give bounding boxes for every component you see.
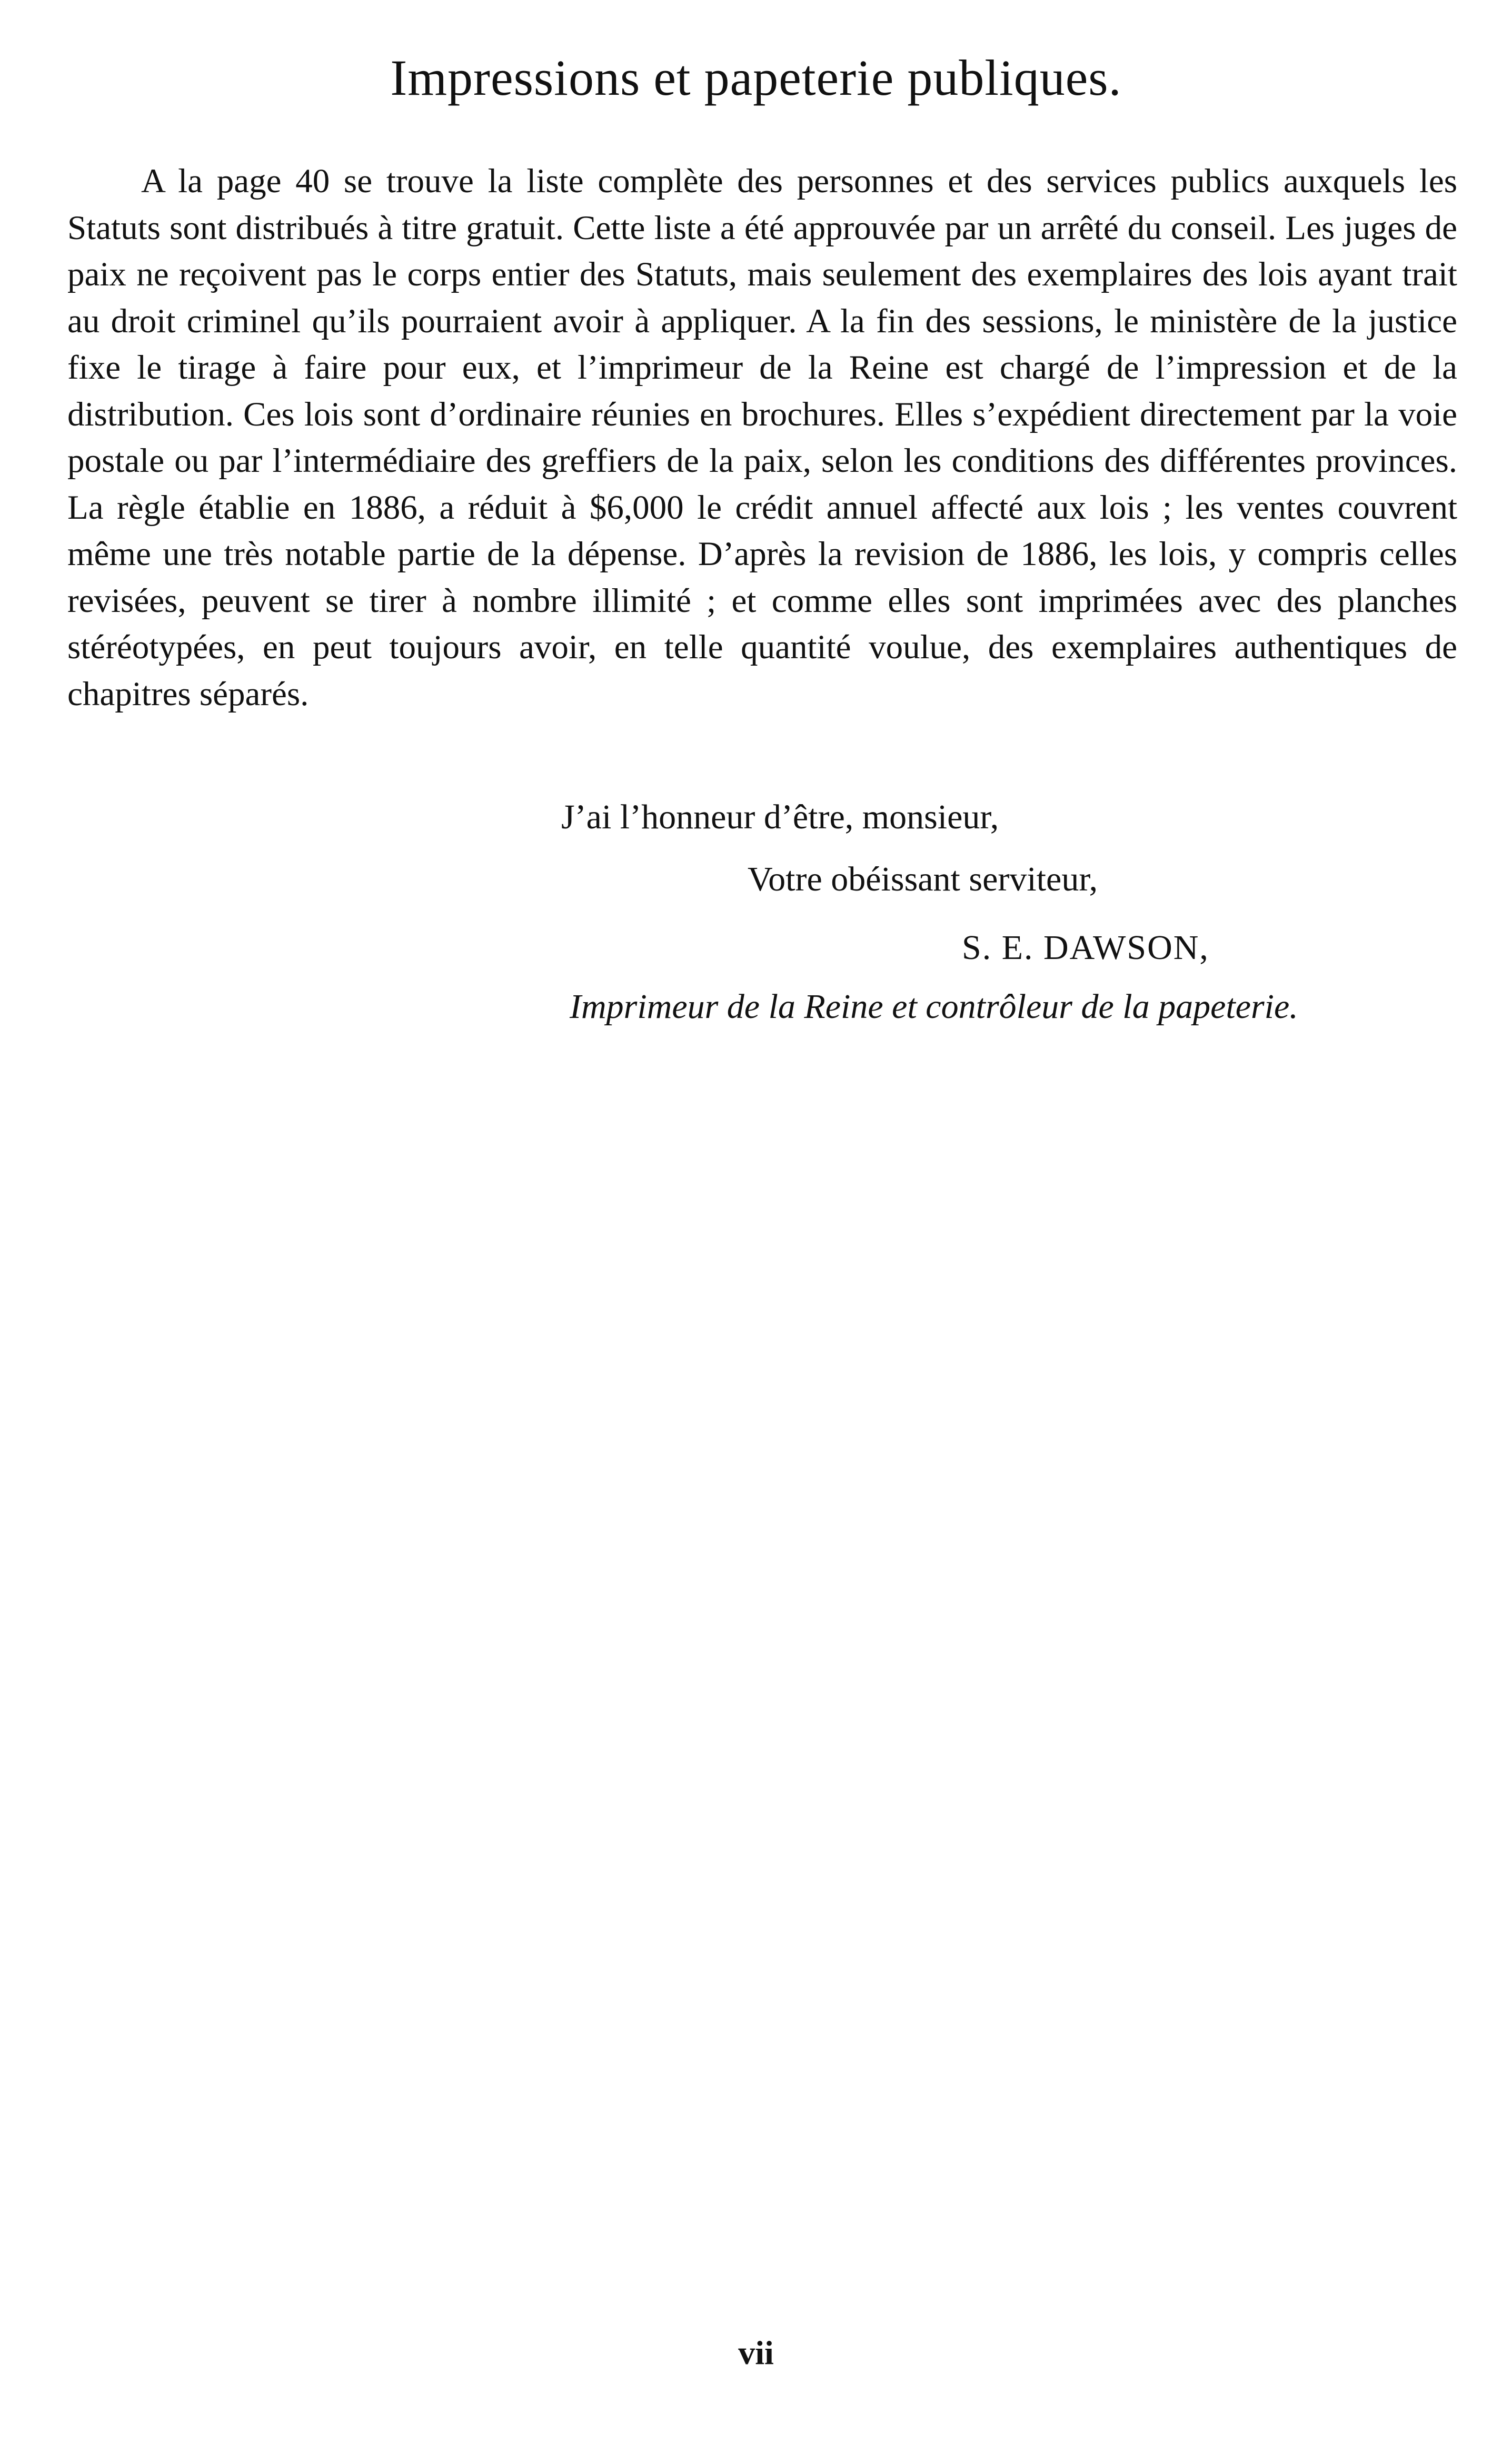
closing-salutation: J’ai l’honneur d’être, monsieur,	[561, 798, 999, 836]
closing-complimentary: Votre obéissant serviteur,	[748, 860, 1098, 898]
page-title: Impressions et papeterie publiques.	[390, 50, 1122, 106]
body-paragraph: A la page 40 se trouve la liste complète des personnes et des services publics auxquels les Statuts sont distribués à titre gratuit. Cette liste a été approuvée par un arrêté du conseil. Les juges de paix ne reçoivent pas le corps entier des Statuts, mais seulement des exemplaires des lois ayant trait au droit criminel qu’ils pourraient avoir à appliquer. A la fin des sessions, le ministère de la justice fixe le tirage à faire pour eux, et l’imprimeur de la Reine est chargé de l’impression et de la distribution. Ces lois sont d’ordinaire réunies en brochures. Elles s’expédient directement par la voie postale ou par l’intermédiaire des greffiers de la paix, selon les conditions des différentes provinces. La règle établie en 1886, a réduit à $6,000 le crédit annuel affecté aux lois ; les ventes couvrent même une très notable partie de la dépense. D’après la revision de 1886, les lois, y compris celles revisées, peuvent se tirer à nombre illimité ; et comme elles sont imprimées avec des planches stéréotypées, en peut toujours avoir, en telle quantité voulue, des exemplaires authentiques de chapitres séparés.	[67, 162, 1457, 713]
signer-title: Imprimeur de la Reine et contrôleur de la papeterie.	[570, 987, 1298, 1026]
signature-name: S. E. DAWSON,	[962, 928, 1209, 967]
page-number: vii	[738, 2334, 774, 2371]
